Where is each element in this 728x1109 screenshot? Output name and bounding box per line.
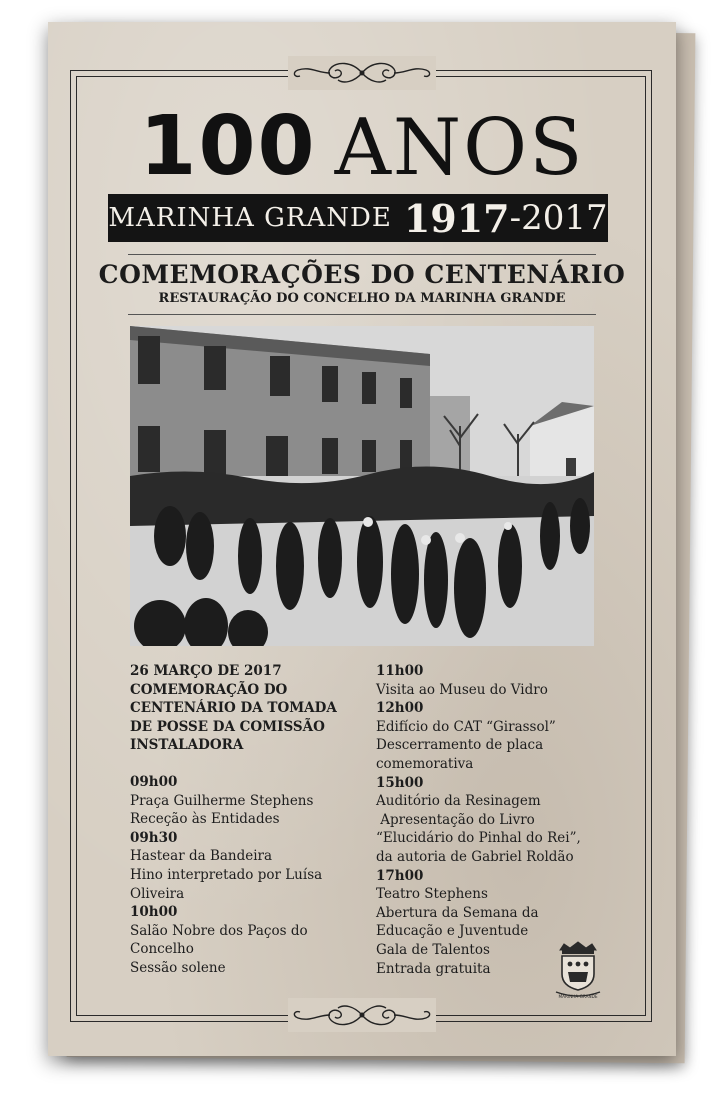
program-heading-line: COMEMORAÇÃO DO bbox=[130, 681, 288, 698]
program-heading-line: INSTALADORA bbox=[130, 737, 244, 754]
historic-photo bbox=[130, 326, 594, 646]
event-time: 17h00 bbox=[376, 867, 424, 884]
event-line: Teatro Stephens bbox=[376, 886, 488, 903]
divider-bottom bbox=[128, 314, 596, 315]
event-line: Edifício do CAT “Girassol” bbox=[376, 718, 556, 735]
banner-year-end: 2017 bbox=[521, 198, 608, 238]
spacer bbox=[130, 755, 360, 773]
event-line: comemorativa bbox=[376, 755, 474, 772]
event-line: Sessão solene bbox=[130, 959, 226, 976]
event-line: Descerramento de placa bbox=[376, 737, 544, 754]
program-heading-line: CENTENÁRIO DA TOMADA bbox=[130, 700, 337, 717]
subtitle-secondary: RESTAURAÇÃO DO CONCELHO DA MARINHA GRANDE bbox=[158, 291, 566, 306]
event-time: 10h00 bbox=[130, 904, 178, 921]
municipal-crest-icon bbox=[550, 940, 606, 1002]
event-line: Abertura da Semana da bbox=[376, 904, 539, 921]
crest-label: MARINHA GRANDE bbox=[558, 994, 598, 999]
event-line: Educação e Juventude bbox=[376, 923, 529, 940]
headline-word: ANOS bbox=[334, 103, 585, 193]
subtitle: COMEMORAÇÕES DO CENTENÁRIO bbox=[98, 260, 626, 289]
event-time: 15h00 bbox=[376, 774, 424, 791]
event-time: 12h00 bbox=[376, 700, 424, 717]
headline bbox=[48, 99, 676, 194]
top-ornament-icon bbox=[288, 56, 436, 90]
event-line: Visita ao Museu do Vidro bbox=[376, 681, 548, 698]
program-heading-line: DE POSSE DA COMISSÃO bbox=[130, 718, 325, 735]
event-line: Hastear da Bandeira bbox=[130, 848, 273, 865]
event-line: da autoria de Gabriel Roldão bbox=[376, 848, 574, 865]
event-line: Apresentação do Livro bbox=[376, 811, 535, 828]
event-line: Auditório da Resinagem bbox=[376, 793, 541, 810]
event-line: Salão Nobre dos Paços do bbox=[130, 922, 308, 939]
bottom-ornament-icon bbox=[288, 998, 436, 1032]
city-years-banner bbox=[108, 194, 608, 242]
headline-number: 100 bbox=[139, 99, 317, 194]
event-line: Praça Guilherme Stephens bbox=[130, 792, 314, 809]
event-line: Hino interpretado por Luísa bbox=[130, 866, 323, 883]
banner-city: MARINHA GRANDE bbox=[108, 203, 392, 233]
program-date: 26 MARÇO DE 2017 bbox=[130, 663, 282, 679]
event-time: 09h30 bbox=[130, 829, 178, 846]
event-time: 09h00 bbox=[130, 773, 178, 790]
event-line: Receção às Entidades bbox=[130, 811, 280, 828]
program-right-column bbox=[376, 662, 636, 978]
program-left-column bbox=[130, 662, 360, 978]
event-line: Gala de Talentos bbox=[376, 941, 490, 958]
event-line: Oliveira bbox=[130, 885, 185, 902]
event-line: Entrada gratuita bbox=[376, 960, 491, 977]
event-line: “Elucidário do Pinhal do Rei”, bbox=[376, 830, 581, 847]
centenary-poster bbox=[48, 22, 676, 1056]
divider-top bbox=[128, 254, 596, 255]
event-time: 11h00 bbox=[376, 663, 424, 679]
event-line: Concelho bbox=[130, 941, 194, 958]
banner-separator: - bbox=[509, 198, 522, 238]
banner-year-start: 1917 bbox=[403, 195, 510, 241]
